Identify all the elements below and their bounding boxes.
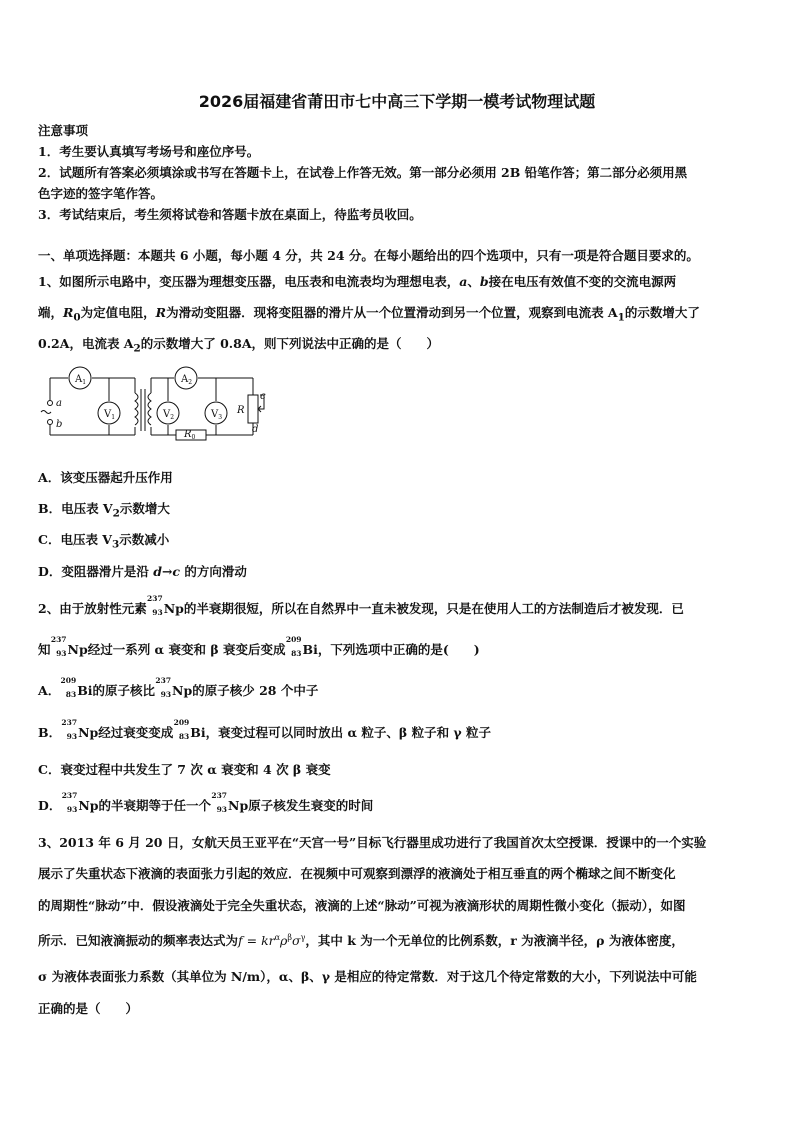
isotope-bi: 209 83: [173, 718, 190, 741]
q3-line-5: σ 为液体表面张力系数（其单位为 N/m），α、β、γ 是相应的待定常数．对于这几个待定常数的大小，下列说法中可能: [38, 969, 697, 984]
q2-option-c: C．衰变过程中共发生了 7 次 α 衰变和 4 次 β 衰变: [38, 762, 331, 777]
exam-title: 2026届福建省莆田市七中高三下学期一模考试物理试题: [198, 92, 596, 111]
q1-line-3: 0.2A，电流表 $A_2$的示数增大了 0.8A，则下列说法中正确的是（ ）: [38, 336, 440, 355]
slider-d-label: d: [252, 424, 259, 435]
q3-line-2: 展示了失重状态下液滴的表面张力引起的效应．在视频中可观察到漂浮的液滴处于相互垂直的两个椭球之间不断变化: [38, 866, 676, 881]
voltmeter-v1: $V_1$: [104, 409, 116, 421]
ammeter-a2: $A_2$: [181, 374, 193, 386]
fixed-resistor-label: $R_0$: [184, 429, 196, 441]
q1-line-2: 端，$R_0$为定值电阻，R为滑动变阻器．现将变阻器的滑片从一个位置滑动到另一个位置，观察到电流表 $A_1$的示数增大了: [38, 305, 700, 324]
q2-option-d: D． 237 93 Np的半衰期等于任一个 237 93 Np原子核发生衰变的时间: [38, 791, 374, 814]
isotope-np: 237 93: [61, 718, 78, 741]
q3-line-3: 的周期性“脉动”中．假设液滴处于完全失重状态，液滴的上述“脉动”可视为液滴形状的周期性微小变化（振动），如图: [38, 898, 686, 913]
isotope-np: 237 93: [211, 791, 228, 814]
note-3: 3．考试结束后，考生须将试卷和答题卡放在桌面上，待监考员收回。: [38, 207, 422, 222]
q1-option-c: C．电压表 $V_3$示数减小: [38, 532, 170, 551]
q2-line-2: 知 237 93 Np经过一系列 α 衰变和 β 衰变后变成 209 83 Bi，下列选项中正确的是( ): [38, 635, 480, 658]
notes-heading: 注意事项: [38, 123, 89, 138]
q3-line-6: 正确的是（ ）: [38, 1001, 139, 1016]
isotope-np: 237 93: [155, 676, 172, 699]
terminal-b-label: b: [56, 419, 63, 430]
voltmeter-v3: $V_3$: [211, 409, 223, 421]
q3-line-1: 3、2013 年 6 月 20 日，女航天员王亚平在“天宫一号”目标飞行器里成功进行了我国首次太空授课．授课中的一个实验: [38, 835, 707, 850]
section-1-heading: 一、单项选择题：本题共 6 小题，每小题 4 分，共 24 分。在每小题给出的四个选项中，只有一项是符合题目要求的。: [38, 248, 699, 263]
isotope-bi: 209 83: [285, 635, 302, 658]
q2-option-b: B． 237 93 Np经过衰变变成 209 83 Bi，衰变过程可以同时放出 α 粒子、β 粒子和 γ 粒子: [38, 718, 492, 741]
isotope-np: 237 93: [61, 791, 78, 814]
q1-option-a: A．该变压器起升压作用: [38, 470, 173, 485]
q1-line-1: 1、如图所示电路中，变压器为理想变压器，电压表和电流表均为理想电表，a、b接在电压有效值不变的交流电源两: [38, 274, 677, 289]
isotope-np: 237 93: [50, 635, 67, 658]
slider-c-label: c: [260, 391, 266, 402]
q1-option-d: D．变阻器滑片是沿 d→c 的方向滑动: [38, 564, 247, 579]
ammeter-a1: $A_1$: [75, 374, 87, 386]
q2-line-1: 2、由于放射性元素 237 93 Np的半衰期很短，所以在自然界中一直未被发现，只是在使用人工的方法制造后才被发现．已: [38, 594, 684, 617]
isotope-bi: 209 83: [60, 676, 77, 699]
q3-line-4: 所示．已知液滴振动的频率表达式为$f = kr^\alpha\rho^\beta\sigma^\gamma$，其中 k 为一个无单位的比例系数，r 为液滴半径，ρ 为液体密度，: [38, 932, 684, 948]
terminal-a-label: a: [56, 398, 62, 409]
frequency-formula: $f = kr^\alpha\rho^\beta\sigma^\gamma$: [238, 932, 306, 948]
q2-option-a: A． 209 83 Bi的原子核比 237 93 Np的原子核少 28 个中子: [38, 676, 319, 699]
note-1: 1．考生要认真填写考场号和座位序号。: [38, 144, 260, 159]
note-2b: 色字迹的签字笔作答。: [38, 186, 164, 201]
isotope-np: 237 93: [147, 594, 163, 617]
note-2a: 2．试题所有答案必须填涂或书写在答题卡上，在试卷上作答无效。第一部分必须用 2B 铅笔作答；第二部分必须用黑: [38, 165, 688, 180]
voltmeter-v2: $V_2$: [163, 409, 175, 421]
q1-option-b: B．电压表 $V_2$示数增大: [38, 501, 170, 520]
circuit-diagram: [38, 365, 278, 445]
rheostat-label: R: [237, 405, 245, 416]
